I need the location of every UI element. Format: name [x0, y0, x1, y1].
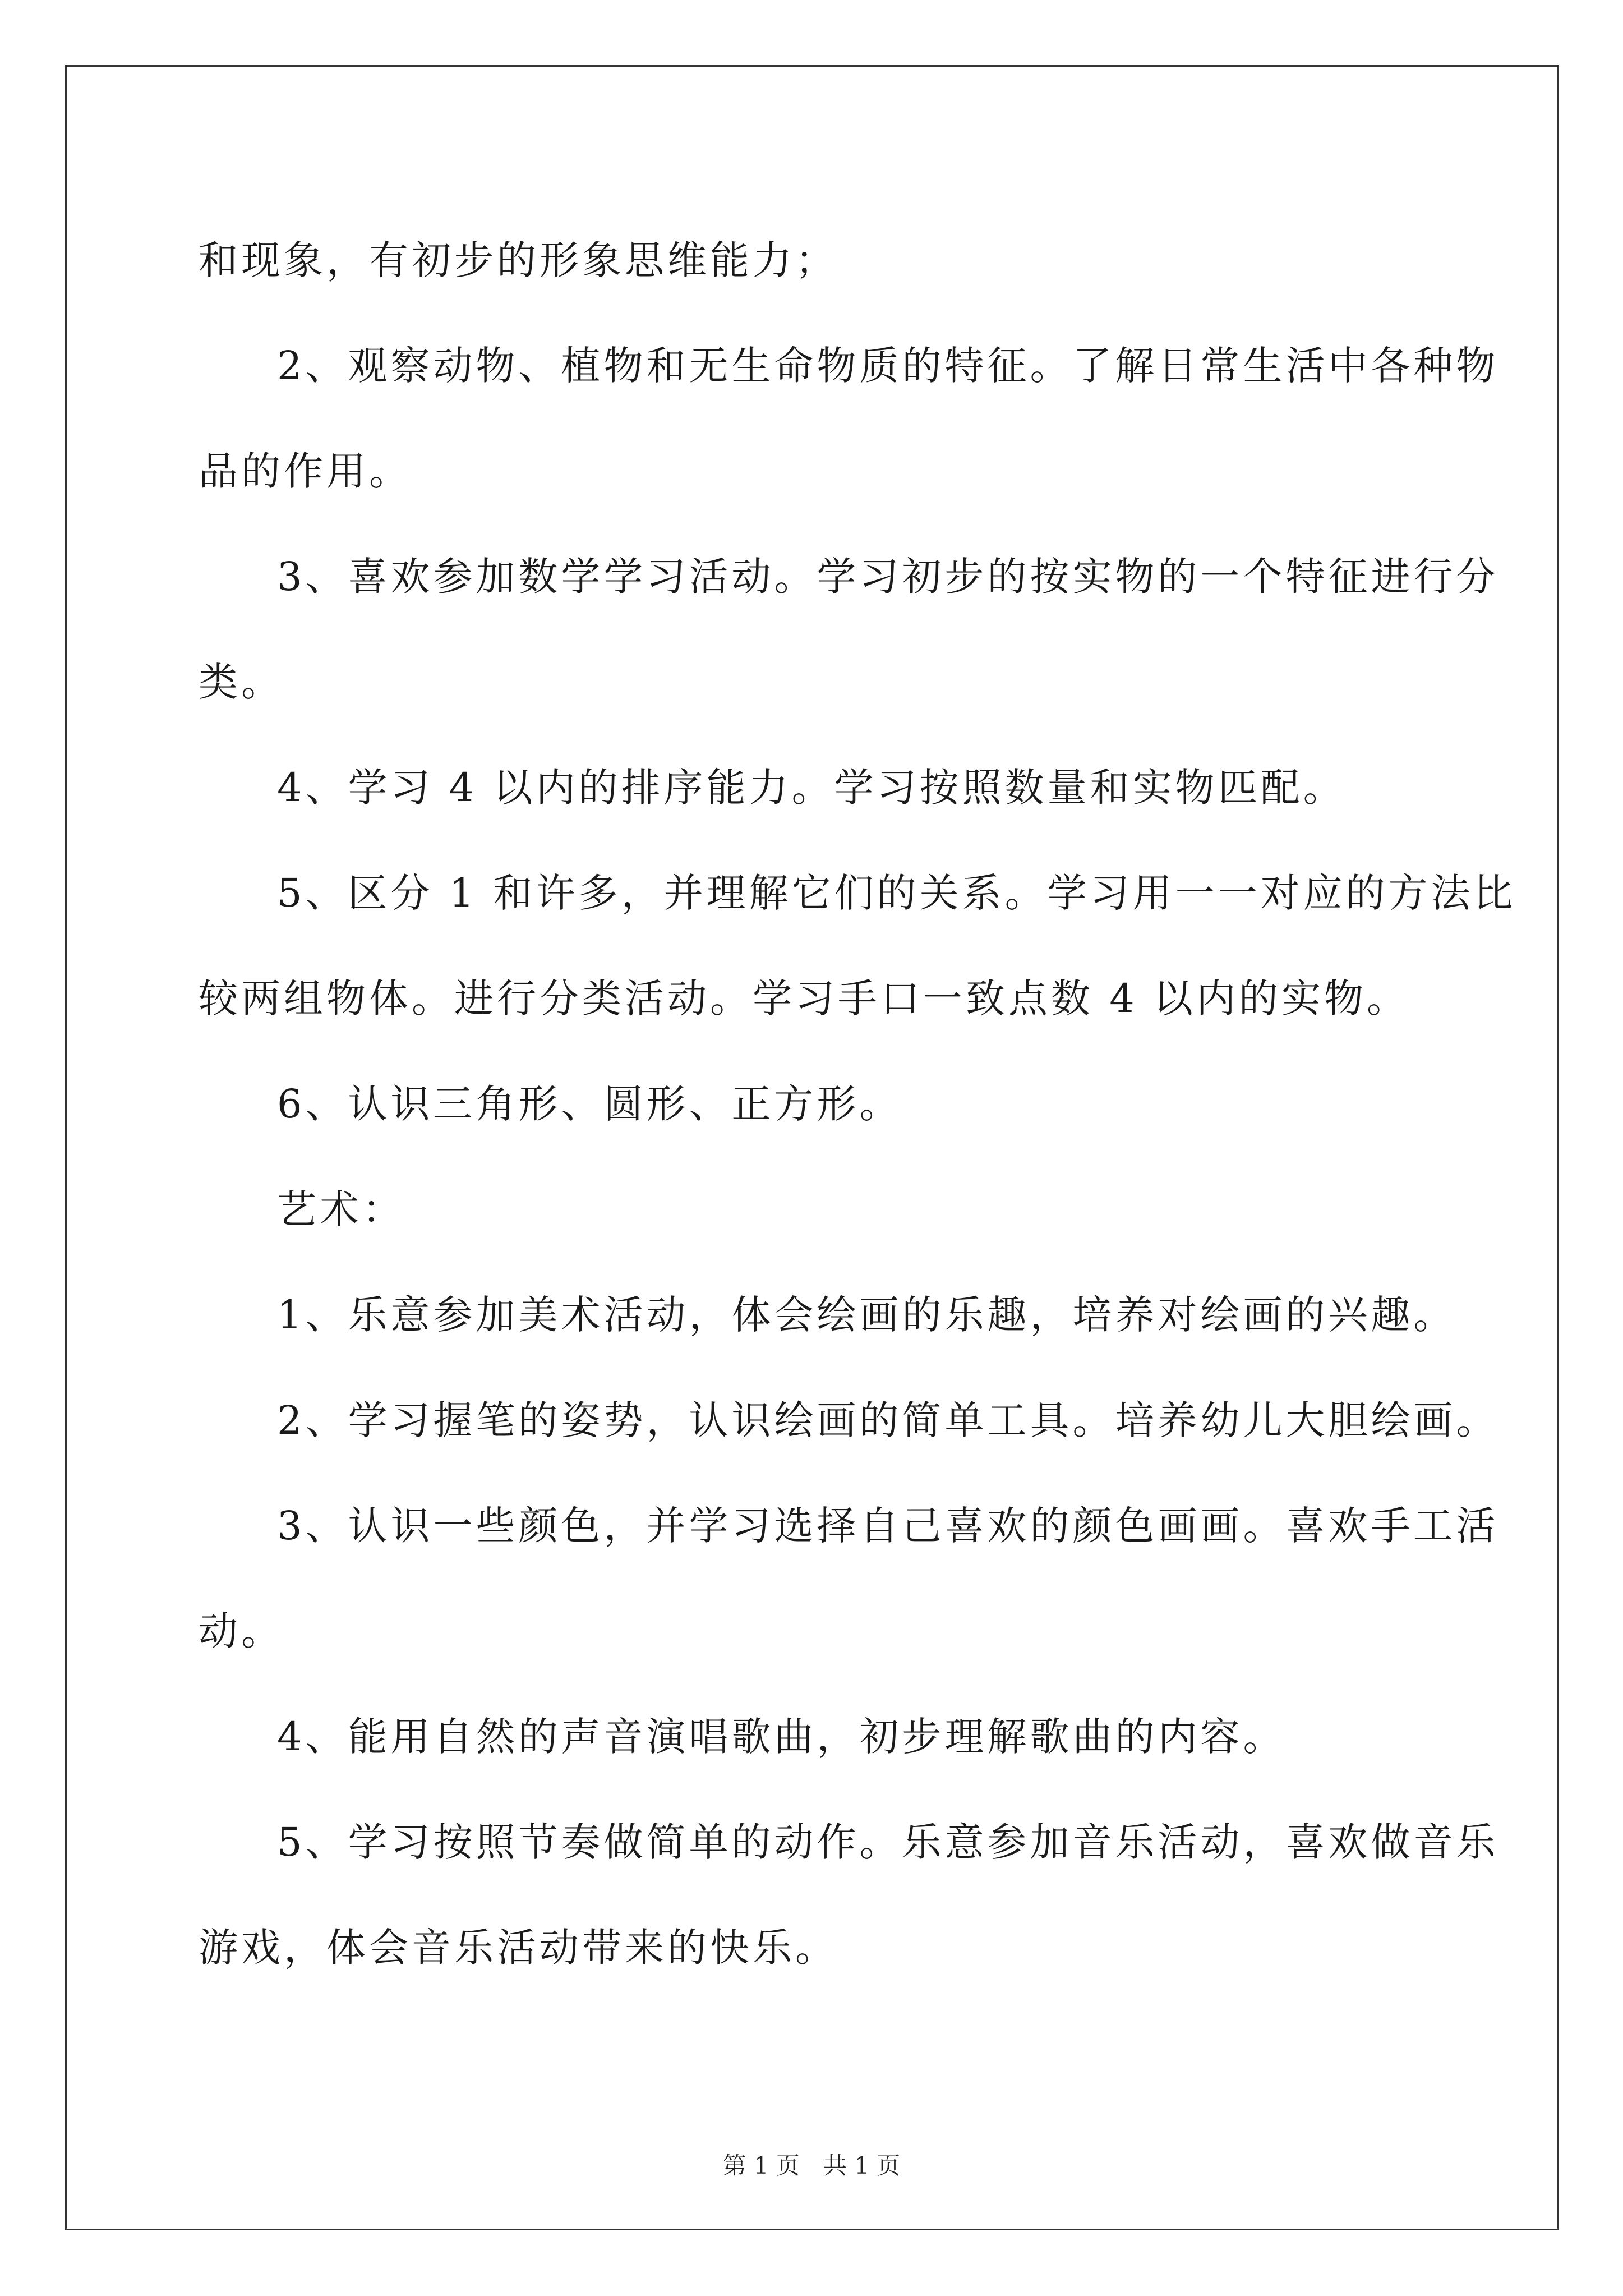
text-line: 6、认识三角形、圆形、正方形。 — [277, 1081, 902, 1127]
text-line: 类。 — [199, 659, 284, 705]
text-line: 游戏，体会音乐活动带来的快乐。 — [199, 1925, 838, 1971]
text-line: 5、区分 1 和许多，并理解它们的关系。学习用一一对应的方法比 — [277, 870, 1516, 916]
text-line: 动。 — [199, 1608, 284, 1654]
text-line: 4、学习 4 以内的排序能力。学习按照数量和实物匹配。 — [277, 765, 1346, 811]
page-number-footer: 第 1 页 共 1 页 — [722, 2152, 901, 2179]
text-line: 3、喜欢参加数学学习活动。学习初步的按实物的一个特征进行分 — [277, 554, 1499, 600]
text-line: 2、观察动物、植物和无生命物质的特征。了解日常生活中各种物 — [277, 343, 1499, 389]
text-line: 5、学习按照节奏做简单的动作。乐意参加音乐活动，喜欢做音乐 — [277, 1819, 1499, 1865]
text-line: 4、能用自然的声音演唱歌曲，初步理解歌曲的内容。 — [277, 1714, 1286, 1760]
text-line: 2、学习握笔的姿势，认识绘画的简单工具。培养幼儿大胆绘画。 — [277, 1397, 1499, 1443]
text-line: 3、认识一些颜色，并学习选择自己喜欢的颜色画画。喜欢手工活 — [277, 1503, 1499, 1549]
document-body — [199, 208, 1516, 2000]
text-line: 和现象，有初步的形象思维能力； — [199, 237, 838, 283]
text-line: 较两组物体。进行分类活动。学习手口一致点数 4 以内的实物。 — [199, 976, 1410, 1022]
section-heading: 艺术： — [277, 1186, 405, 1232]
text-line: 1、乐意参加美术活动，体会绘画的乐趣，培养对绘画的兴趣。 — [277, 1292, 1456, 1338]
text-line: 品的作用。 — [199, 448, 412, 494]
